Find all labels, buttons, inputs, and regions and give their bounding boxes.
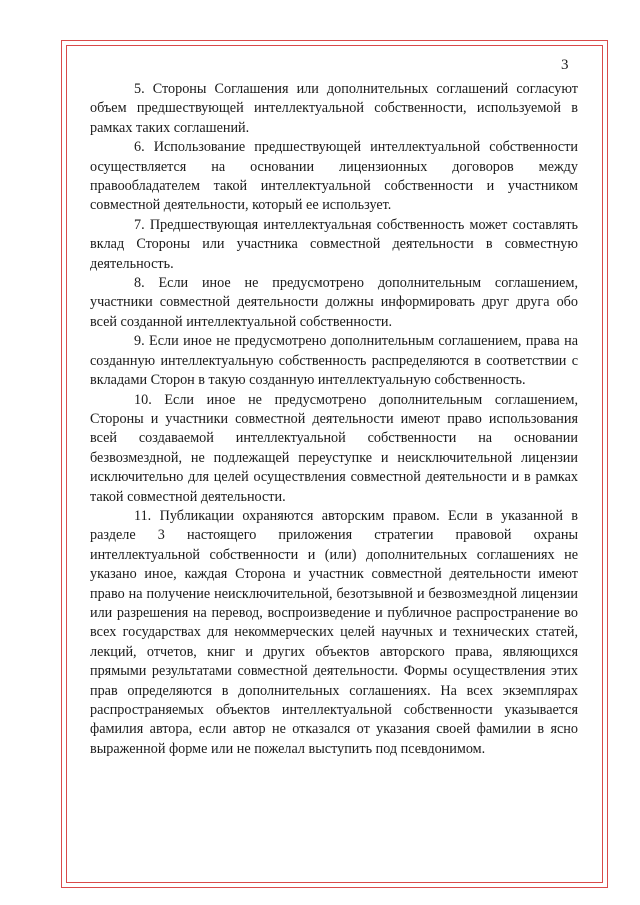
paragraph-9: 9. Если иное не предусмотрено дополнительным соглашением, права на созданную интеллектуальную собственность распределяются в соответствии с вкладами Сторон в такую созданную интеллектуальную собственность. (90, 333, 578, 389)
paragraph-8: 8. Если иное не предусмотрено дополнительным соглашением, участники совместной деятельности должны информировать друг друга обо всей созданной интеллектуальной собственности. (90, 275, 578, 330)
paragraph-10: 10. Если иное не предусмотрено дополнительным соглашением, Стороны и участники совместной деятельности имеют право использования всей создаваемой интеллектуальной собственности на основании безвозмездной, не подлежащей переуступке и неисключительной лицензии исключительно для целей осуществления совместной деятельности и в рамках такой совместной деятельности. (90, 391, 578, 505)
document-body (90, 80, 578, 759)
paragraph-11: 11. Публикации охраняются авторским правом. Если в указанной в разделе 3 настоящего приложения стратегии правовой охраны интеллектуальной собственности и (или) дополнительных соглашениях не указано иное, каждая Сторона и участник совместной деятельности имеют право на получение неисключительной, безотзывной и безвозмездной лицензии или разрешения на перевод, воспроизведение и публичное распространение во всех государствах для некоммерческих целей научных и технических статей, лекций, отчетов, книг и других объектов авторского права, являющихся прямыми результатами совместной деятельности. Формы осуществления этих прав определяются в дополнительных соглашениях. На всех экземплярах распространяемых объектов интеллектуальной собственности указывается фамилия автора, если автор не отказался от указания своей фамилии в ясно выраженной форме или не пожелал выступить под псевдонимом. (90, 507, 578, 757)
paragraph-7: 7. Предшествующая интеллектуальная собственность может составлять вклад Стороны или участника совместной деятельности в совместную деятельность. (90, 216, 578, 272)
page-number: 3 (561, 57, 569, 73)
paragraph-5: 5. Стороны Соглашения или дополнительных соглашений согласуют объем предшествующей интеллектуальной собственности, используемой в рамках таких соглашений. (90, 81, 578, 136)
paragraph-6: 6. Использование предшествующей интеллектуальной собственности осуществляется на основании лицензионных договоров между правообладателем такой интеллектуальной собственности и участником совместной деятельности, который ее использует. (90, 139, 578, 214)
